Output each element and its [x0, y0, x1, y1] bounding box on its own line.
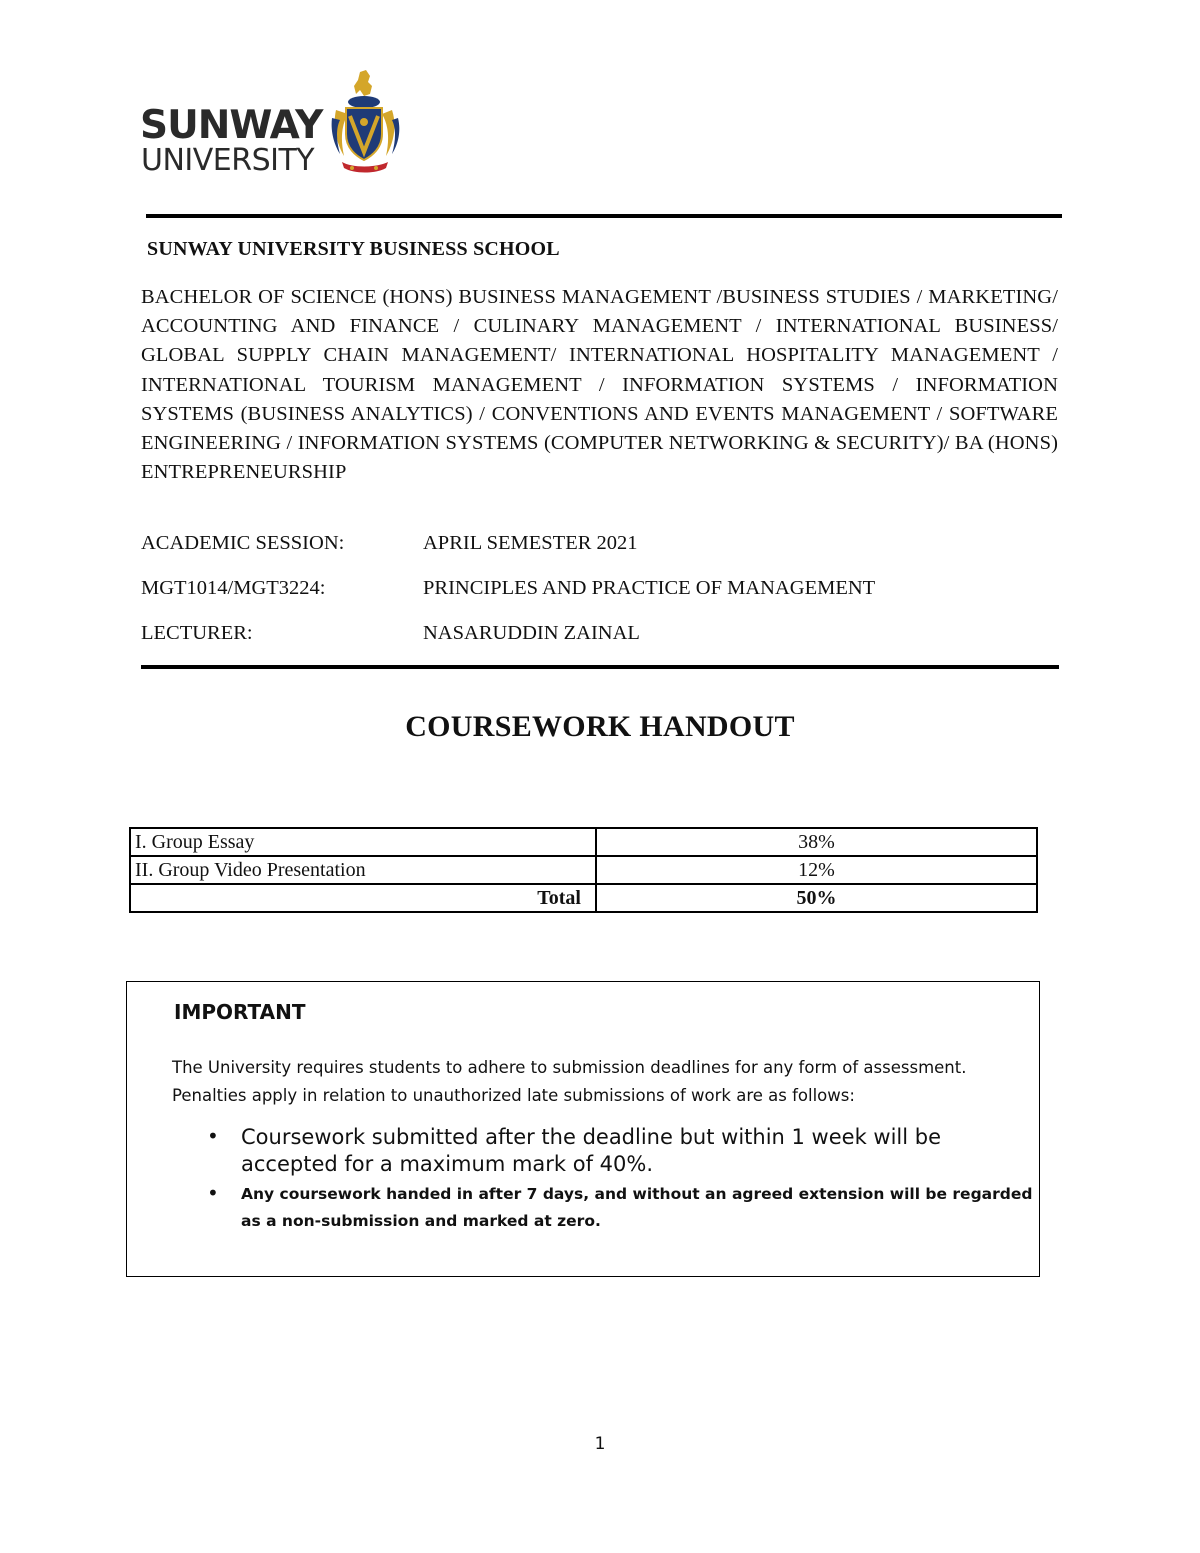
- assessment-table: [129, 827, 1038, 913]
- total-value: 50%: [596, 884, 1037, 912]
- course-code-label: MGT1014/MGT3224:: [141, 577, 326, 599]
- table-row: [130, 856, 1037, 884]
- assessment-weight: 38%: [596, 828, 1037, 856]
- important-heading: IMPORTANT: [174, 1000, 306, 1024]
- university-logo: [140, 68, 405, 180]
- top-divider: [146, 214, 1062, 218]
- bullet-text: Coursework submitted after the deadline but within 1 week will be accepted for a maximum mark of 40%.: [241, 1125, 942, 1176]
- academic-session-value: APRIL SEMESTER 2021: [423, 532, 638, 554]
- important-notice-box: [126, 981, 1040, 1277]
- academic-session-label: ACADEMIC SESSION:: [141, 532, 345, 554]
- table-row: [130, 828, 1037, 856]
- lecturer-label: LECTURER:: [141, 622, 253, 644]
- logo-wordmark-university: UNIVERSITY: [141, 143, 315, 178]
- lecturer-value: NASARUDDIN ZAINAL: [423, 622, 640, 644]
- assessment-item: I. Group Essay: [130, 828, 596, 856]
- bullet-icon: •: [207, 1181, 219, 1205]
- bottom-divider: [141, 665, 1059, 669]
- page-number: 1: [594, 1434, 606, 1454]
- programme-list: BACHELOR OF SCIENCE (HONS) BUSINESS MANAGEMENT /BUSINESS STUDIES / MARKETING/ ACCOUNTING AND FINANCE / CULINARY MANAGEMENT / INTERNATIONAL BUSINESS/ GLOBAL SUPPLY CHAIN MANAGEMENT/ INTERNATIONAL HOSPITALITY MANAGEMENT / INTERNATIONAL TOURISM MANAGEMENT / INFORMATION SYSTEMS / INFORMATION SYSTEMS (BUSINESS ANALYTICS) / CONVENTIONS AND EVENTS MANAGEMENT / SOFTWARE ENGINEERING / INFORMATION SYSTEMS (COMPUTER NETWORKING & SECURITY)/ BA (HONS) ENTREPRENEURSHIP: [141, 286, 1058, 484]
- assessment-weight: 12%: [596, 856, 1037, 884]
- logo-wordmark-sunway: SUNWAY: [140, 103, 323, 148]
- school-name: SUNWAY UNIVERSITY BUSINESS SCHOOL: [147, 238, 560, 260]
- bullet-icon: •: [207, 1124, 219, 1148]
- bullet-text: Any coursework handed in after 7 days, and without an agreed extension will be regarded as a non-submission and marked at zero.: [241, 1185, 1033, 1230]
- important-text: The University requires students to adhere to submission deadlines for any form of assessment. Penalties apply in relation to unauthorized late submissions of work are as follows:: [172, 1058, 967, 1105]
- course-name-value: PRINCIPLES AND PRACTICE OF MANAGEMENT: [423, 577, 876, 599]
- assessment-item: II. Group Video Presentation: [130, 856, 596, 884]
- table-total-row: [130, 884, 1037, 912]
- page-title: COURSEWORK HANDOUT: [405, 710, 795, 743]
- university-crest-icon: [330, 68, 402, 180]
- total-label: Total: [130, 884, 596, 912]
